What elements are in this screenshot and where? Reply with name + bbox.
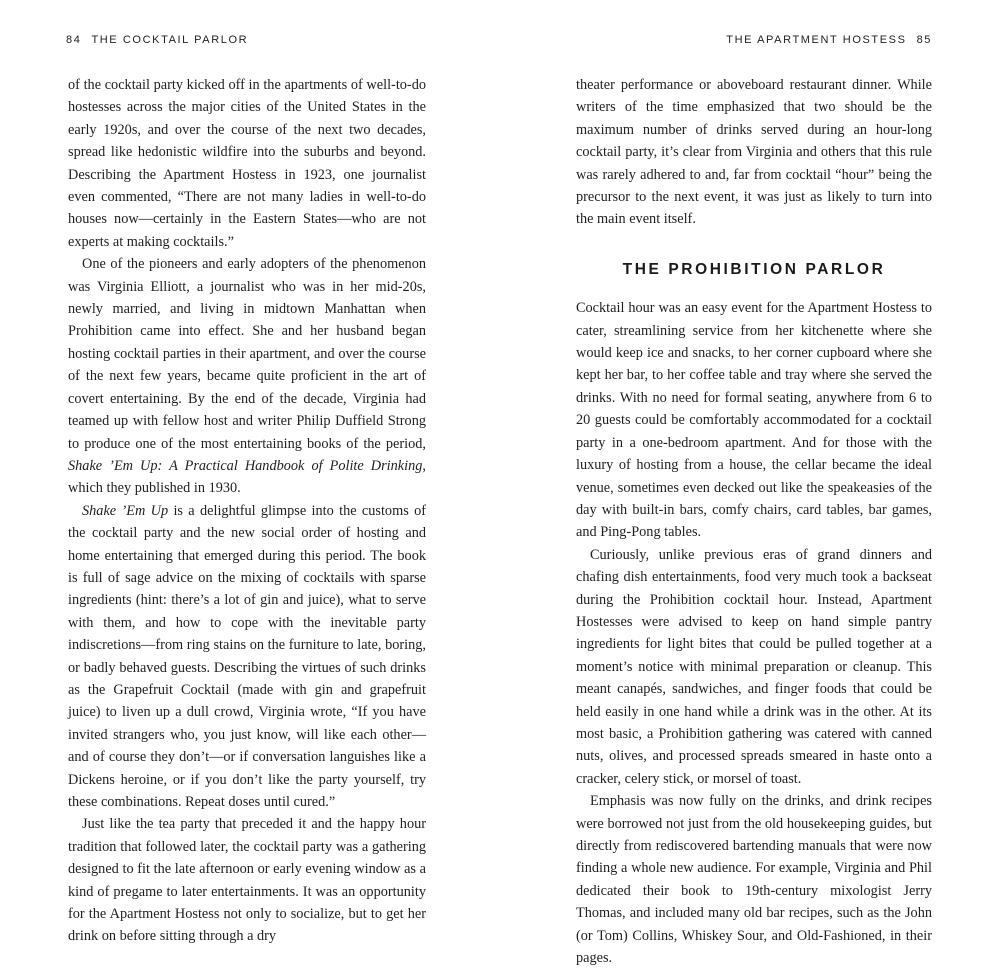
section-heading: THE PROHIBITION PARLOR [622, 260, 886, 278]
book-title-short-italic: Shake ’Em Up [82, 502, 169, 519]
right-paragraph-4: Emphasis was now fully on the drinks, and drink recipes were borrowed not just from the old housekeeping guides, but directly from rediscovered bartending manuals that were now finding a whole new audience. For example, Virginia and Phil dedicated their book to 19th-century mixologist Jerry Thomas, and included many old bar recipes, such as the John (or Tom) Collins, Whiskey Sour, and Old-Fashioned, in their pages. [576, 793, 932, 967]
right-running-head [726, 34, 932, 46]
left-paragraph-2 [68, 253, 426, 499]
right-paragraph-1: theater performance or aboveboard restaurant dinner. While writers of the time emphasized that two should be the maximum number of drinks served during an hour-long cocktail party, it’s clear from Virginia and others that this rule was rarely adhered to and, far from cocktail “hour” being the precursor to the next event, it was just as likely to turn into the main event itself. [576, 77, 932, 228]
left-paragraph-2-start: One of the pioneers and early adopters of the phenomenon was Virginia Elliott, a journalist who was in her mid-20s, newly married, and living in midtown Manhattan when Prohibition came into effect. She and her husband began hosting cocktail parties in their apartment, and over the course of the next few years, became quite proficient in the art of covert entertaining. By the end of the decade, Virginia had teamed up with fellow host and writer Philip Duffield Strong to produce one of the most entertaining books of the period, [68, 256, 426, 452]
left-paragraph-4: Just like the tea party that preceded it and the happy hour tradition that followed later, the cocktail party was a gathering designed to fit the late afternoon or early evening window as a kind of pregame to later entertainments. It was an opportunity for the Apartment Hostess not only to socialize, but to get her drink on before sitting through a dry [68, 816, 426, 945]
left-paragraph-3-rest: is a delightful glimpse into the customs of the cocktail party and the new social order of hosting and home entertaining that emerged during this period. The book is full of sage advice on the mixing of cocktails with sparse ingredients (hint: there’s a lot of gin and juice), what to serve with them, and how to cope with the inevitable party indiscretions—from ring stains on the furniture to late, boring, or badly behaved guests. Describing the virtues of such drinks as the Grapefruit Cocktail (made with gin and grapefruit juice) to liven up a dull crowd, Virginia wrote, “If you have invited strangers who, you just know, will like each other—and of course they don’t—or if conversation languishes like a Dickens heroine, or if you don’t like the party yourself, try these combinations. Repeat doses until cured.” [68, 502, 426, 810]
book-title-italic: Shake ’Em Up: A Practical Handbook of Polite Drinking [68, 457, 423, 474]
left-paragraph-2-end: , which they published in 1930. [68, 457, 426, 497]
left-body-text [68, 74, 426, 948]
left-page-number: 84 [66, 34, 82, 46]
right-page-number: 85 [916, 34, 932, 46]
left-running-head [66, 34, 248, 46]
right-running-head-title: THE APARTMENT HOSTESS [726, 34, 907, 46]
right-paragraph-3: Curiously, unlike previous eras of grand dinners and chafing dish entertainments, food very much took a backseat during the Prohibition cocktail hour. Instead, Apartment Hostesses were advised to keep on hand simple pantry ingredients for light bites that could be pulled together at a moment’s notice with minimal preparation or cleanup. This meant canapés, sandwiches, and finger foods that could be held easily in one hand while a drink was in the other. At its most basic, a Prohibition gathering was catered with canned nuts, olives, and processed spreads smeared in haste onto a cracker, celery stick, or morsel of toast. [576, 546, 932, 787]
right-body-text [576, 74, 932, 969]
left-paragraph-3 [68, 500, 426, 814]
left-page [0, 0, 500, 945]
left-running-head-title: THE COCKTAIL PARLOR [91, 34, 249, 46]
right-page [500, 0, 1000, 967]
right-paragraph-2: Cocktail hour was an easy event for the Apartment Hostess to cater, streamlining service from her kitchenette where she would keep ice and snacks, to her corner cupboard where she kept her bar, to her coffee table and tray where she served the drinks. With no need for formal seating, anywhere from 6 to 20 guests could be comfortably accommodated for a cocktail party in a one-bedroom apartment. And for those with the luxury of hosting from a house, the cellar became the ideal venue, sometimes even decked out like the speakeasies of the day with built-in bars, comfy chairs, card tables, bar games, and Ping-Pong tables. [576, 300, 932, 541]
left-paragraph-1: of the cocktail party kicked off in the apartments of well-to-do hostesses across the major cities of the United States in the early 1920s, and over the course of the next two decades, spread like hedonistic wildfire into the suburbs and beyond. Describing the Apartment Hostess in 1923, one journalist even commented, “There are not many ladies in well-to-do houses now—certainly in the Eastern States—who are not experts at making cocktails.” [68, 77, 426, 250]
